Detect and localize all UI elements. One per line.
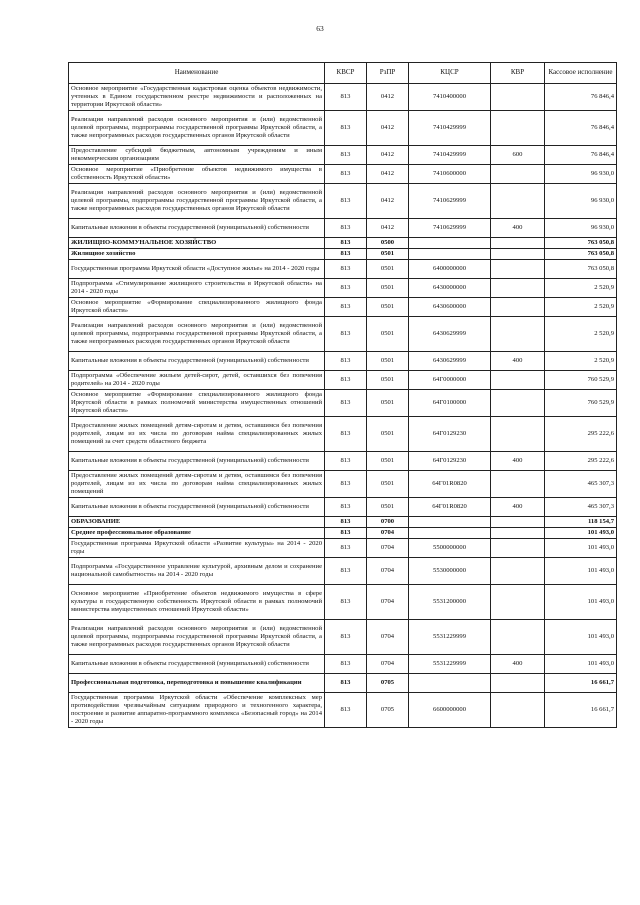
cell-amount: 101 493,0: [545, 655, 617, 674]
cell-rzpr: 0501: [367, 498, 409, 517]
table-row: [69, 585, 617, 620]
cell-kvsr: 813: [325, 249, 367, 260]
cell-kvr: [491, 111, 545, 146]
cell-kvsr: 813: [325, 260, 367, 279]
table-row: [69, 317, 617, 352]
cell-name: Предоставление жилых помещений детям-сиротам и детям, оставшимся без попечения родителей, лицам из их числа по договорам найма специализированных жилых помещений за счет средств областного бюджета: [69, 417, 325, 452]
cell-amount: 76 846,4: [545, 84, 617, 111]
cell-kvsr: 813: [325, 352, 367, 371]
cell-name: Государственная программа Иркутской области «Развитие культуры» на 2014 - 2020 годы: [69, 539, 325, 558]
table-row: [69, 111, 617, 146]
cell-rzpr: 0704: [367, 655, 409, 674]
cell-amount: 16 661,7: [545, 674, 617, 693]
cell-amount: 118 154,7: [545, 517, 617, 528]
cell-rzpr: 0501: [367, 249, 409, 260]
cell-amount: 2 520,9: [545, 352, 617, 371]
cell-rzpr: 0700: [367, 517, 409, 528]
cell-name: Профессиональная подготовка, переподготовка и повышение квалификации: [69, 674, 325, 693]
cell-kvr: [491, 528, 545, 539]
cell-kvr: [491, 238, 545, 249]
cell-kvr: [491, 298, 545, 317]
cell-kvsr: 813: [325, 558, 367, 585]
cell-kvr: 400: [491, 655, 545, 674]
cell-rzpr: 0501: [367, 371, 409, 390]
cell-kvsr: 813: [325, 279, 367, 298]
cell-rzpr: 0705: [367, 693, 409, 728]
table-row: [69, 165, 617, 184]
cell-kcsr: 5531229999: [409, 620, 491, 655]
table-row: [69, 298, 617, 317]
table-row: [69, 498, 617, 517]
cell-name: Подпрограмма «Государственное управление культурой, архивным делом и сохранение национальной самобытности» на 2014 - 2020 годы: [69, 558, 325, 585]
cell-kvsr: 813: [325, 517, 367, 528]
cell-kvr: [491, 317, 545, 352]
cell-kvr: [491, 517, 545, 528]
cell-kcsr: 7410429999: [409, 146, 491, 165]
table-row: [69, 452, 617, 471]
cell-amount: 101 493,0: [545, 620, 617, 655]
cell-kvsr: 813: [325, 585, 367, 620]
cell-kcsr: 5530000000: [409, 558, 491, 585]
cell-rzpr: 0501: [367, 352, 409, 371]
cell-kcsr: 7410400000: [409, 84, 491, 111]
cell-amount: 96 930,0: [545, 219, 617, 238]
table-row: [69, 417, 617, 452]
cell-amount: 101 493,0: [545, 558, 617, 585]
cell-name: Капитальные вложения в объекты государственной (муниципальной) собственности: [69, 498, 325, 517]
header-amount: Кассовое исполнение: [545, 63, 617, 84]
table-row: [69, 539, 617, 558]
cell-amount: 16 661,7: [545, 693, 617, 728]
cell-rzpr: 0412: [367, 165, 409, 184]
cell-kvsr: 813: [325, 84, 367, 111]
cell-kvr: 600: [491, 146, 545, 165]
cell-kvsr: 813: [325, 165, 367, 184]
header-rzpr: РзПР: [367, 63, 409, 84]
table-row: [69, 674, 617, 693]
cell-kvsr: 813: [325, 417, 367, 452]
cell-kvr: [491, 184, 545, 219]
cell-kvr: 400: [491, 219, 545, 238]
cell-kvr: [491, 539, 545, 558]
cell-rzpr: 0500: [367, 238, 409, 249]
cell-kvsr: 813: [325, 298, 367, 317]
table-body: [69, 84, 617, 728]
table-row: [69, 693, 617, 728]
cell-kcsr: 64Г0100000: [409, 390, 491, 417]
cell-kvr: [491, 249, 545, 260]
cell-name: Капитальные вложения в объекты государственной (муниципальной) собственности: [69, 655, 325, 674]
cell-kvsr: 813: [325, 620, 367, 655]
cell-amount: 760 529,9: [545, 390, 617, 417]
header-kvsr: КВСР: [325, 63, 367, 84]
cell-amount: 2 520,9: [545, 317, 617, 352]
cell-name: Капитальные вложения в объекты государственной (муниципальной) собственности: [69, 352, 325, 371]
cell-name: Реализация направлений расходов основного мероприятия и (или) ведомственной целевой программы, подпрограммы государственной программы Иркутской области, а также непрограммных расходов государственных органов Иркутской области: [69, 317, 325, 352]
cell-rzpr: 0704: [367, 558, 409, 585]
header-kvr: КВР: [491, 63, 545, 84]
cell-rzpr: 0501: [367, 452, 409, 471]
table-row: [69, 528, 617, 539]
cell-amount: 465 307,3: [545, 498, 617, 517]
cell-kvr: [491, 693, 545, 728]
cell-name: Предоставление жилых помещений детям-сиротам и детям, оставшимся без попечения родителей, лицам из их числа по договорам найма специализированных жилых помещений: [69, 471, 325, 498]
cell-kvr: [491, 417, 545, 452]
cell-name: Основное мероприятие «Приобретение объектов недвижимого имущества в собственность Иркутской области»: [69, 165, 325, 184]
table-row: [69, 219, 617, 238]
cell-name: Реализация направлений расходов основного мероприятия и (или) ведомственной целевой программы, подпрограммы государственной программы Иркутской области, а также непрограммных расходов государственных органов Иркутской области: [69, 620, 325, 655]
cell-amount: 101 493,0: [545, 539, 617, 558]
table-row: [69, 184, 617, 219]
cell-amount: 76 846,4: [545, 146, 617, 165]
cell-rzpr: 0412: [367, 146, 409, 165]
cell-kvr: [491, 165, 545, 184]
table-row: [69, 390, 617, 417]
cell-kcsr: 7410629999: [409, 219, 491, 238]
table-row: [69, 146, 617, 165]
cell-kvr: 400: [491, 452, 545, 471]
table-row: [69, 238, 617, 249]
cell-kcsr: 64Г0129230: [409, 417, 491, 452]
cell-amount: 763 050,8: [545, 249, 617, 260]
cell-rzpr: 0705: [367, 674, 409, 693]
table-header-row: [69, 63, 617, 84]
table-row: [69, 371, 617, 390]
cell-kcsr: 64Г01R0820: [409, 471, 491, 498]
cell-amount: 101 493,0: [545, 528, 617, 539]
cell-kcsr: [409, 528, 491, 539]
cell-kcsr: 6400000000: [409, 260, 491, 279]
cell-kvr: [491, 585, 545, 620]
cell-kcsr: 64Г01R0820: [409, 498, 491, 517]
cell-name: Основное мероприятие «Формирование специализированного жилищного фонда Иркутской области в рамках полномочий министерства имущественных отношений Иркутской области»: [69, 390, 325, 417]
cell-kcsr: 7410629999: [409, 184, 491, 219]
cell-kcsr: 6430629999: [409, 352, 491, 371]
cell-rzpr: 0412: [367, 111, 409, 146]
cell-rzpr: 0501: [367, 317, 409, 352]
cell-kcsr: 5500000000: [409, 539, 491, 558]
cell-kvsr: 813: [325, 238, 367, 249]
cell-amount: 760 529,9: [545, 371, 617, 390]
cell-name: Государственная программа Иркутской области «Обеспечение комплексных мер противодействия чрезвычайным ситуациям природного и техногенного характера, построение и развитие аппаратно-программного комплекса «Безопасный город» на 2014 - 2020 годы: [69, 693, 325, 728]
cell-amount: 2 520,9: [545, 279, 617, 298]
cell-kcsr: [409, 517, 491, 528]
cell-rzpr: 0501: [367, 390, 409, 417]
cell-kcsr: 6430629999: [409, 317, 491, 352]
cell-rzpr: 0501: [367, 260, 409, 279]
cell-kvsr: 813: [325, 219, 367, 238]
cell-kvr: 400: [491, 352, 545, 371]
cell-kvr: [491, 371, 545, 390]
cell-name: Капитальные вложения в объекты государственной (муниципальной) собственности: [69, 452, 325, 471]
cell-kvr: [491, 84, 545, 111]
cell-kcsr: [409, 674, 491, 693]
table-row: [69, 517, 617, 528]
cell-kvsr: 813: [325, 528, 367, 539]
cell-kvsr: 813: [325, 111, 367, 146]
cell-name: Основное мероприятие «Государственная кадастровая оценка объектов недвижимости, учтенных в Едином государственном реестре недвижимости и расположенных на территории Иркутской области»: [69, 84, 325, 111]
cell-name: Подпрограмма «Стимулирование жилищного строительства в Иркутской области» на 2014 - 2020 годы: [69, 279, 325, 298]
cell-kvsr: 813: [325, 146, 367, 165]
cell-kcsr: 7410600000: [409, 165, 491, 184]
cell-amount: 295 222,6: [545, 417, 617, 452]
table-row: [69, 249, 617, 260]
cell-kvr: [491, 471, 545, 498]
cell-kcsr: [409, 238, 491, 249]
cell-name: Предоставление субсидий бюджетным, автономным учреждениям и иным некоммерческим организациям: [69, 146, 325, 165]
cell-kvsr: 813: [325, 184, 367, 219]
cell-name: ОБРАЗОВАНИЕ: [69, 517, 325, 528]
table-row: [69, 84, 617, 111]
cell-kcsr: 6430600000: [409, 298, 491, 317]
cell-rzpr: 0501: [367, 298, 409, 317]
cell-rzpr: 0501: [367, 471, 409, 498]
cell-kvsr: 813: [325, 452, 367, 471]
cell-amount: 763 050,8: [545, 260, 617, 279]
cell-kvr: [491, 674, 545, 693]
cell-rzpr: 0501: [367, 417, 409, 452]
cell-rzpr: 0412: [367, 84, 409, 111]
table-row: [69, 260, 617, 279]
cell-kvsr: 813: [325, 498, 367, 517]
page-number: 63: [316, 24, 324, 33]
cell-kvsr: 813: [325, 539, 367, 558]
table-row: [69, 558, 617, 585]
table-row: [69, 352, 617, 371]
cell-rzpr: 0704: [367, 528, 409, 539]
table-row: [69, 471, 617, 498]
cell-rzpr: 0704: [367, 620, 409, 655]
cell-name: Государственная программа Иркутской области «Доступное жилье» на 2014 - 2020 годы: [69, 260, 325, 279]
cell-kvsr: 813: [325, 693, 367, 728]
cell-name: Капитальные вложения в объекты государственной (муниципальной) собственности: [69, 219, 325, 238]
cell-kvsr: 813: [325, 371, 367, 390]
cell-name: Жилищное хозяйство: [69, 249, 325, 260]
cell-amount: 2 520,9: [545, 298, 617, 317]
cell-kvsr: 813: [325, 471, 367, 498]
cell-rzpr: 0704: [367, 585, 409, 620]
cell-kcsr: 5531200000: [409, 585, 491, 620]
cell-kcsr: 6430000000: [409, 279, 491, 298]
cell-name: Реализация направлений расходов основного мероприятия и (или) ведомственной целевой программы, подпрограммы государственной программы Иркутской области, а также непрограммных расходов государственных органов Иркутской области: [69, 184, 325, 219]
budget-execution-table: [68, 62, 617, 728]
cell-amount: 101 493,0: [545, 585, 617, 620]
cell-kcsr: 5531229999: [409, 655, 491, 674]
cell-kvr: [491, 390, 545, 417]
cell-name: Основное мероприятие «Приобретение объектов недвижимого имущества в сфере культуры в государственную собственность Иркутской области в рамках полномочий министерства имущественных отношений Иркутской области»: [69, 585, 325, 620]
cell-name: Среднее профессиональное образование: [69, 528, 325, 539]
header-kcsr: КЦСР: [409, 63, 491, 84]
table-row: [69, 655, 617, 674]
cell-kcsr: [409, 249, 491, 260]
cell-name: ЖИЛИЩНО-КОММУНАЛЬНОЕ ХОЗЯЙСТВО: [69, 238, 325, 249]
table-row: [69, 279, 617, 298]
cell-rzpr: 0704: [367, 539, 409, 558]
cell-kvr: 400: [491, 498, 545, 517]
cell-amount: 76 846,4: [545, 111, 617, 146]
cell-name: Реализация направлений расходов основного мероприятия и (или) ведомственной целевой программы, подпрограммы государственной программы Иркутской области, а также непрограммных расходов государственных органов Иркутской области: [69, 111, 325, 146]
cell-kvr: [491, 260, 545, 279]
cell-kcsr: 6600000000: [409, 693, 491, 728]
cell-kvr: [491, 620, 545, 655]
cell-kcsr: 7410429999: [409, 111, 491, 146]
cell-amount: 763 050,8: [545, 238, 617, 249]
cell-rzpr: 0412: [367, 219, 409, 238]
cell-kvsr: 813: [325, 390, 367, 417]
cell-amount: 295 222,6: [545, 452, 617, 471]
cell-amount: 465 307,3: [545, 471, 617, 498]
table-row: [69, 620, 617, 655]
cell-amount: 96 930,0: [545, 184, 617, 219]
cell-kvsr: 813: [325, 655, 367, 674]
header-name: Наименование: [69, 63, 325, 84]
cell-amount: 96 930,0: [545, 165, 617, 184]
cell-name: Подпрограмма «Обеспечение жильем детей-сирот, детей, оставшихся без попечения родителей» на 2014 - 2020 годы: [69, 371, 325, 390]
cell-name: Основное мероприятие «Формирование специализированного жилищного фонда Иркутской области»: [69, 298, 325, 317]
cell-rzpr: 0412: [367, 184, 409, 219]
cell-kvr: [491, 558, 545, 585]
cell-rzpr: 0501: [367, 279, 409, 298]
cell-kcsr: 64Г0000000: [409, 371, 491, 390]
cell-kcsr: 64Г0129230: [409, 452, 491, 471]
cell-kvsr: 813: [325, 317, 367, 352]
cell-kvr: [491, 279, 545, 298]
cell-kvsr: 813: [325, 674, 367, 693]
